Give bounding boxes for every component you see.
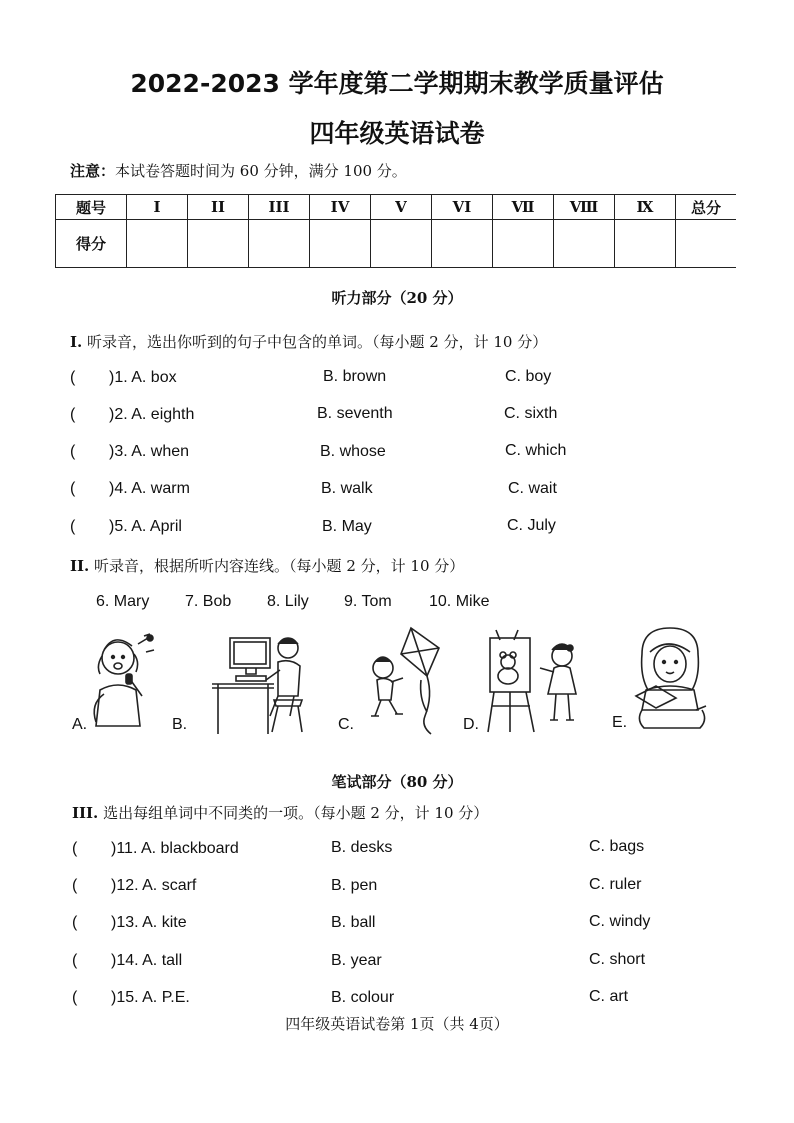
option-c: C. short (589, 951, 646, 968)
part2-numeral: II. (70, 557, 90, 575)
computer-boy-picture (208, 630, 308, 736)
score-cell[interactable] (493, 220, 554, 268)
answer-paren[interactable]: ( (72, 877, 78, 894)
score-cell[interactable] (249, 220, 310, 268)
score-table (55, 194, 736, 268)
answer-paren[interactable]: ( (70, 406, 76, 423)
kite-boy-picture (363, 624, 453, 736)
picture-label: E. (612, 714, 628, 731)
option-b: B. year (331, 952, 382, 969)
part2-instruction: 听录音，根据所听内容连线。（每小题 2 分，计 10 分） (94, 557, 465, 575)
score-header-cell: IV (310, 195, 371, 220)
answer-paren[interactable]: ( (72, 989, 78, 1006)
picture-label: D. (463, 716, 479, 733)
written-heading: 笔试部分（80 分） (331, 773, 463, 791)
option-c: C. which (505, 442, 567, 459)
option-b: B. ball (331, 914, 376, 931)
option-a: )5. A. April (109, 518, 182, 535)
option-c: C. windy (589, 913, 651, 930)
option-c: C. July (507, 517, 556, 534)
score-cell[interactable] (310, 220, 371, 268)
note-text: 本试卷答题时间为 60 分钟，满分 100 分。 (115, 162, 407, 180)
part1-instruction: 听录音，选出你听到的句子中包含的单词。（每小题 2 分，计 10 分） (87, 333, 548, 351)
score-header-cell: I (127, 195, 188, 220)
part1-heading (70, 331, 547, 352)
score-header-cell: Ⅸ (615, 195, 676, 220)
name-label: 6. Mary (96, 593, 150, 610)
option-c: C. boy (505, 368, 552, 385)
answer-paren[interactable]: ( (70, 443, 76, 460)
option-a: )2. A. eighth (109, 406, 195, 423)
reading-girl-picture (626, 624, 710, 734)
answer-paren[interactable]: ( (72, 840, 78, 857)
answer-paren[interactable]: ( (70, 480, 76, 497)
option-c: C. art (589, 988, 629, 1005)
option-b: B. seventh (317, 405, 393, 422)
page-footer: 四年级英语试卷第 1页（共 4页） (285, 1015, 509, 1033)
option-a: )15. A. P.E. (111, 989, 190, 1006)
singing-girl-picture (80, 630, 160, 730)
option-a: )3. A. when (109, 443, 190, 460)
note-label: 注意： (70, 162, 116, 180)
option-b: B. colour (331, 989, 395, 1006)
score-header-cell: Ⅷ (554, 195, 615, 220)
part3-heading (72, 802, 488, 823)
score-cell[interactable] (432, 220, 493, 268)
answer-paren[interactable]: ( (72, 952, 78, 969)
exam-title: 2022-2023 学年度第二学期期末教学质量评估 (130, 69, 664, 98)
listening-heading: 听力部分（20 分） (331, 289, 463, 307)
option-a: )14. A. tall (111, 952, 183, 969)
part3-numeral: III. (72, 804, 99, 822)
score-header-cell: 总分 (676, 195, 737, 220)
answer-paren[interactable]: ( (70, 369, 76, 386)
picture-label: C. (338, 716, 354, 733)
name-label: 8. Lily (267, 593, 309, 610)
answer-paren[interactable]: ( (72, 914, 78, 931)
score-cell[interactable] (127, 220, 188, 268)
name-label: 9. Tom (344, 593, 392, 610)
exam-note (70, 160, 407, 181)
part1-numeral: I. (70, 333, 83, 351)
option-a: )11. A. blackboard (111, 840, 239, 857)
option-b: B. May (322, 518, 372, 535)
option-b: B. brown (323, 368, 387, 385)
option-b: B. whose (320, 443, 386, 460)
option-b: B. pen (331, 877, 378, 894)
score-header-cell: 题号 (56, 195, 127, 220)
score-header-cell: V (371, 195, 432, 220)
option-c: C. ruler (589, 876, 642, 893)
picture-label: A. (72, 716, 88, 733)
score-header-cell: III (249, 195, 310, 220)
name-label: 7. Bob (185, 593, 232, 610)
option-a: )4. A. warm (109, 480, 190, 497)
option-a: )1. A. box (109, 369, 177, 386)
option-b: B. desks (331, 839, 393, 856)
score-header-cell: Ⅶ (493, 195, 554, 220)
score-cell[interactable] (371, 220, 432, 268)
score-header-cell: II (188, 195, 249, 220)
painting-girl-picture (484, 626, 584, 736)
answer-paren[interactable]: ( (70, 518, 76, 535)
score-cell[interactable] (188, 220, 249, 268)
part2-heading (70, 555, 464, 576)
option-a: )13. A. kite (111, 914, 187, 931)
score-cell[interactable] (615, 220, 676, 268)
picture-label: B. (172, 716, 188, 733)
option-a: )12. A. scarf (111, 877, 197, 894)
part3-instruction: 选出每组单词中不同类的一项。（每小题 2 分，计 10 分） (103, 804, 489, 822)
score-header-cell: VI (432, 195, 493, 220)
option-c: C. bags (589, 838, 645, 855)
exam-subtitle: 四年级英语试卷 (309, 119, 485, 148)
option-c: C. wait (508, 480, 557, 497)
name-label: 10. Mike (429, 593, 490, 610)
score-cell[interactable] (676, 220, 737, 268)
option-c: C. sixth (504, 405, 558, 422)
score-row-label: 得分 (56, 220, 127, 268)
score-cell[interactable] (554, 220, 615, 268)
option-b: B. walk (321, 480, 373, 497)
